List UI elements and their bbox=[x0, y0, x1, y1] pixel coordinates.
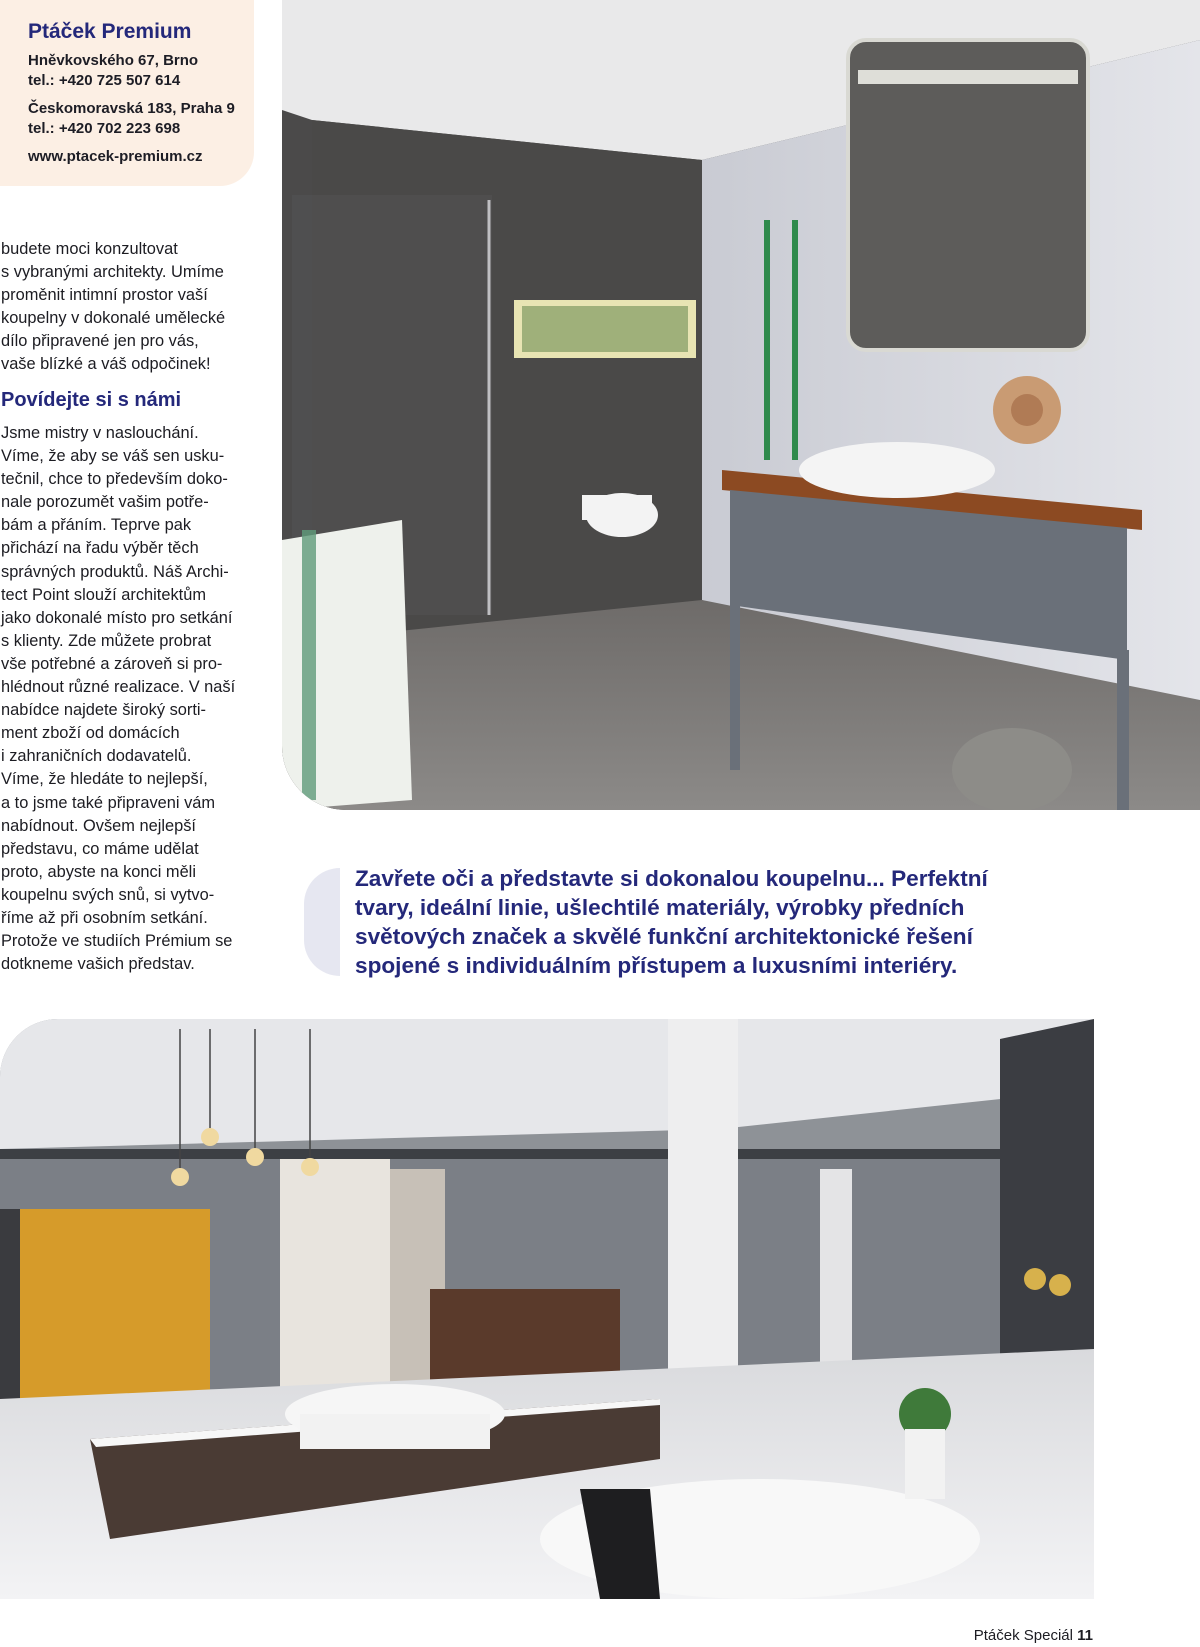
showroom-illustration bbox=[0, 1019, 1094, 1599]
quote-line: spojené s individuálním přístupem a luxusními interiéry. bbox=[355, 953, 958, 978]
text-line: budete moci konzultovat bbox=[1, 240, 178, 258]
address-praha: Českomoravská 183, Praha 9 bbox=[28, 100, 235, 117]
text-line: nabídce najdete široký sorti- bbox=[1, 701, 206, 720]
text-line: i zahraničních dodavatelů. bbox=[1, 747, 192, 766]
text-line: jako dokonalé místo pro setkání bbox=[1, 608, 233, 627]
text-line: proměnit intimní prostor vaší bbox=[1, 286, 208, 305]
quote-line: Zavřete oči a představte si dokonalou koupelnu... Perfektní bbox=[355, 866, 988, 891]
text-line: tečnil, chce to především doko- bbox=[1, 470, 228, 489]
text-line: a to jsme také připraveni vám bbox=[1, 793, 216, 812]
text-line: nabídnout. Ovšem nejlepší bbox=[1, 816, 196, 835]
text-line: správných produktů. Náš Archi- bbox=[1, 562, 229, 581]
text-line: bám a přáním. Teprve pak bbox=[1, 516, 192, 535]
text-line: nale porozumět vašim potře- bbox=[1, 493, 209, 512]
intro-paragraph bbox=[1, 238, 253, 377]
bathroom-illustration bbox=[282, 0, 1200, 810]
text-line: tect Point slouží architektům bbox=[1, 585, 206, 604]
text-line: koupelny v dokonalé umělecké bbox=[1, 309, 226, 328]
body-paragraph bbox=[1, 422, 253, 976]
text-line: koupelnu svých snů, si vytvo- bbox=[1, 885, 215, 904]
text-line: Víme, že aby se váš sen usku- bbox=[1, 447, 225, 466]
text-line: s vybranými architekty. Umíme bbox=[1, 263, 224, 282]
bathroom-photo bbox=[282, 0, 1200, 810]
quote-accent-bar bbox=[304, 868, 340, 976]
showroom-name: Ptáček Premium bbox=[28, 20, 192, 43]
contact-box bbox=[0, 0, 254, 186]
page-footer bbox=[974, 1627, 1093, 1644]
pull-quote bbox=[355, 864, 1195, 980]
showroom-photo bbox=[0, 1019, 1094, 1599]
text-line: Víme, že hledáte to nejlepší, bbox=[1, 770, 208, 789]
text-line: přichází na řadu výběr těch bbox=[1, 539, 199, 558]
quote-line: světových značek a skvělé funkční architektonické řešení bbox=[355, 924, 973, 949]
text-line: hlédnout různé realizace. V naší bbox=[1, 678, 236, 697]
text-line: dotkneme vašich představ. bbox=[1, 955, 195, 974]
website-link[interactable]: www.ptacek-premium.cz bbox=[28, 148, 203, 165]
text-line: s klienty. Zde můžete probrat bbox=[1, 631, 212, 650]
text-line: proto, abyste na konci měli bbox=[1, 862, 196, 881]
section-subheading: Povídejte si s námi bbox=[1, 389, 182, 411]
page-number: 11 bbox=[1077, 1627, 1093, 1644]
text-line: vše potřebné a zároveň si pro- bbox=[1, 654, 223, 673]
text-line: ment zboží od domácích bbox=[1, 724, 180, 743]
text-line: dílo připravené jen pro vás, bbox=[1, 332, 199, 351]
magazine-name: Ptáček Speciál bbox=[973, 1627, 1073, 1644]
text-line: říme až při osobním setkání. bbox=[1, 908, 208, 927]
phone-brno: tel.: +420 725 507 614 bbox=[28, 72, 181, 89]
text-line: představu, co máme udělat bbox=[1, 839, 199, 858]
address-brno: Hněvkovského 67, Brno bbox=[28, 52, 199, 69]
quote-line: tvary, ideální linie, ušlechtilé materiály, výrobky předních bbox=[355, 895, 965, 920]
text-line: vaše blízké a váš odpočinek! bbox=[1, 355, 211, 374]
text-line: Jsme mistry v naslouchání. bbox=[1, 424, 199, 442]
text-line: Protože ve studiích Prémium se bbox=[1, 932, 233, 951]
phone-praha: tel.: +420 702 223 698 bbox=[28, 120, 181, 137]
